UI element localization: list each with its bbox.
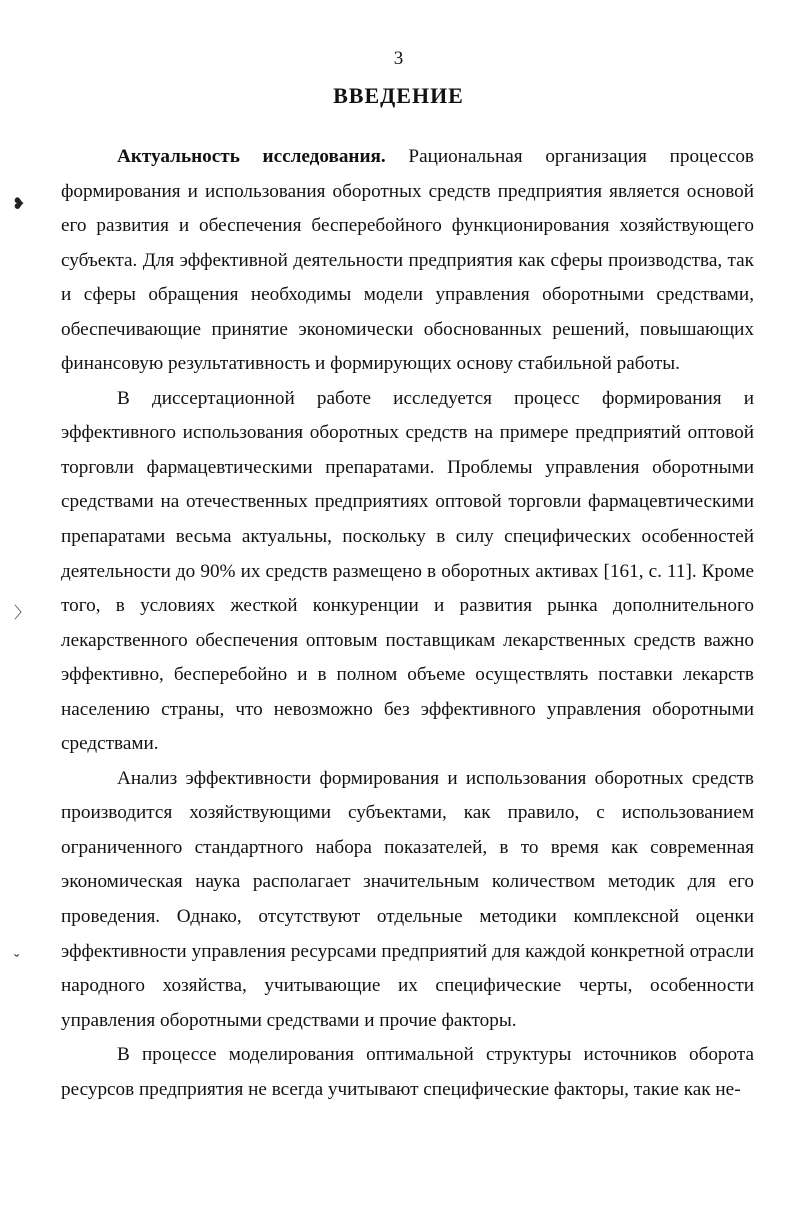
paragraph: В процессе моделирования оптимальной структуры источников оборота ресурсов предприятия не всегда учитывают специфические факторы, такие как не- [61,1044,754,1100]
paragraph-relevance [61,140,754,382]
paragraph-text: Рациональная организация процессов формирования и использования оборотных средств предприятия является основой его развития и обеспечения бесперебойного функционирования хозяйствующего субъекта. Для эффективной деятельности предприятия как сферы производства, так и сферы обращения необходимы модели управления оборотными средствами, обеспечивающие принятие экономически обоснованных решений, повышающих финансовую результативность и формирующих основу стабильной работы. [61,146,754,375]
paragraph: В диссертационной работе исследуется процесс формирования и эффективного использования оборотных средств на примере предприятий оптовой торговли фармацевтическими препаратами. Проблемы управления оборотными средствами на отечественных предприятиях оптовой торговли фармацевтическими препаратами весьма актуальны, поскольку в силу специфических особенностей деятельности до 90% их средств размещено в оборотных активах [161, с. 11]. Кроме того, в условиях жесткой конкуренции и развития рынка дополнительного лекарственного обеспечения оптовым поставщикам лекарственных средств важно эффективно, бесперебойно и в полном объеме осуществлять поставки лекарств населению страны, что невозможно без эффективного управления оборотными средствами. [61,387,754,755]
margin-mark: ˇ [14,952,20,969]
paragraph-lead: Актуальность исследования. [117,146,386,167]
body-text [61,140,754,1107]
paragraph: Анализ эффективности формирования и использования оборотных средств производится хозяйствующими субъектами, как правило, с использованием ограниченного стандартного набора показателей, в то время как современная экономическая наука располагает значительным количеством методик для его проведения. Однако, отсутствуют отдельные методики комплексной оценки эффективности управления ресурсами предприятий для каждой конкретной отрасли народного хозяйства, учитывающие их специфические черты, особенности управления оборотными средствами и прочие факторы. [61,767,754,1031]
margin-mark: ❥ [12,196,26,213]
page-number: 3 [393,48,404,69]
page-title: ВВЕДЕНИЕ [333,83,464,108]
margin-mark: 〉 [14,605,31,622]
